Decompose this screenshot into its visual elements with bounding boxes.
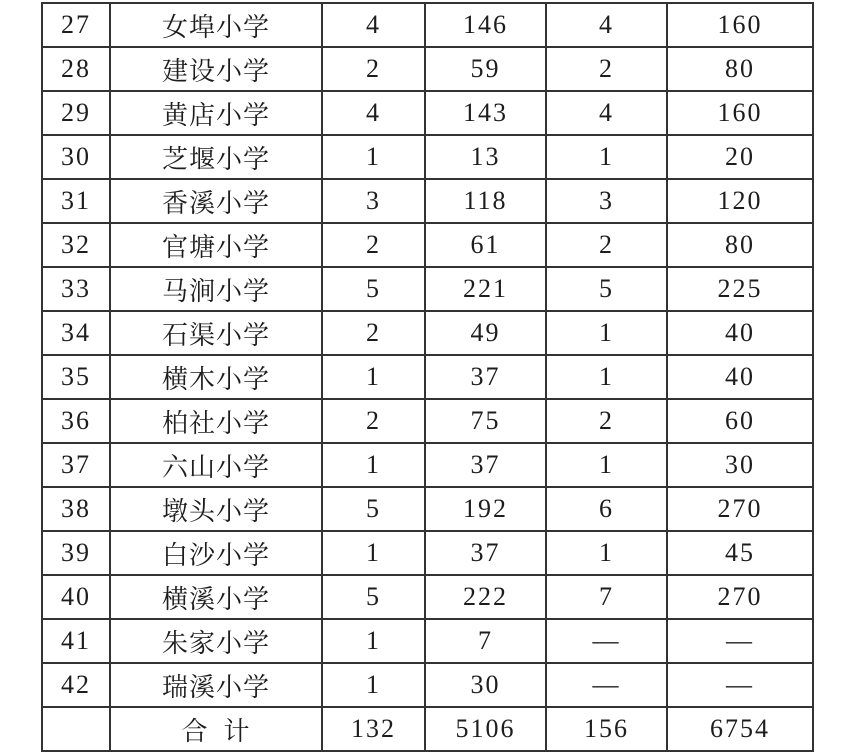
value-cell: 1 [546, 311, 667, 355]
row-number-cell: 29 [42, 91, 110, 135]
school-name-cell: 马涧小学 [110, 267, 322, 311]
value-cell: 5 [322, 575, 425, 619]
value-cell: 4 [546, 3, 667, 47]
value-cell: 118 [425, 179, 546, 223]
school-name-cell: 横溪小学 [110, 575, 322, 619]
row-number-cell: 42 [42, 663, 110, 707]
row-number-cell [42, 707, 110, 751]
value-cell: — [546, 663, 667, 707]
value-cell: 80 [667, 47, 813, 91]
value-cell: — [667, 663, 813, 707]
value-cell: 222 [425, 575, 546, 619]
row-number-cell: 31 [42, 179, 110, 223]
school-name-cell: 黄店小学 [110, 91, 322, 135]
value-cell: 120 [667, 179, 813, 223]
value-cell: 1 [546, 443, 667, 487]
school-name-cell: 朱家小学 [110, 619, 322, 663]
row-number-cell: 33 [42, 267, 110, 311]
table-row [42, 135, 813, 179]
value-cell: — [667, 619, 813, 663]
row-number-cell: 37 [42, 443, 110, 487]
value-cell: 160 [667, 91, 813, 135]
row-number-cell: 28 [42, 47, 110, 91]
school-stats-table [41, 2, 814, 752]
table-row [42, 47, 813, 91]
value-cell: 20 [667, 135, 813, 179]
row-number-cell: 39 [42, 531, 110, 575]
value-cell: 6 [546, 487, 667, 531]
value-cell: 1 [546, 531, 667, 575]
row-number-cell: 38 [42, 487, 110, 531]
value-cell: 37 [425, 355, 546, 399]
value-cell: 192 [425, 487, 546, 531]
value-cell: 75 [425, 399, 546, 443]
value-cell: 2 [322, 399, 425, 443]
value-cell: 1 [322, 531, 425, 575]
value-cell: 1 [322, 135, 425, 179]
table-row [42, 223, 813, 267]
school-name-cell: 建设小学 [110, 47, 322, 91]
value-cell: 6754 [667, 707, 813, 751]
table-row [42, 311, 813, 355]
table-row [42, 399, 813, 443]
table-row [42, 443, 813, 487]
value-cell: 49 [425, 311, 546, 355]
school-name-cell: 瑞溪小学 [110, 663, 322, 707]
table-row [42, 267, 813, 311]
table-row [42, 179, 813, 223]
value-cell: 40 [667, 355, 813, 399]
total-label-cell: 合 计 [110, 707, 322, 751]
total-row [42, 707, 813, 751]
value-cell: 7 [425, 619, 546, 663]
value-cell: 1 [322, 619, 425, 663]
row-number-cell: 40 [42, 575, 110, 619]
row-number-cell: 35 [42, 355, 110, 399]
value-cell: 13 [425, 135, 546, 179]
value-cell: 1 [322, 663, 425, 707]
value-cell: 1 [546, 135, 667, 179]
row-number-cell: 27 [42, 3, 110, 47]
value-cell: 2 [546, 223, 667, 267]
value-cell: 5 [546, 267, 667, 311]
value-cell: 2 [322, 223, 425, 267]
row-number-cell: 34 [42, 311, 110, 355]
value-cell: 37 [425, 443, 546, 487]
value-cell: 1 [546, 355, 667, 399]
school-name-cell: 石渠小学 [110, 311, 322, 355]
value-cell: 1 [322, 355, 425, 399]
value-cell: 80 [667, 223, 813, 267]
table-row [42, 663, 813, 707]
value-cell: 30 [667, 443, 813, 487]
value-cell: 5 [322, 487, 425, 531]
value-cell: 40 [667, 311, 813, 355]
value-cell: 45 [667, 531, 813, 575]
school-name-cell: 六山小学 [110, 443, 322, 487]
school-name-cell: 墩头小学 [110, 487, 322, 531]
value-cell: 3 [546, 179, 667, 223]
value-cell: 2 [546, 399, 667, 443]
value-cell: 4 [322, 3, 425, 47]
table-row [42, 575, 813, 619]
row-number-cell: 30 [42, 135, 110, 179]
value-cell: 4 [322, 91, 425, 135]
value-cell: 37 [425, 531, 546, 575]
table-row [42, 355, 813, 399]
value-cell: 2 [546, 47, 667, 91]
value-cell: 270 [667, 487, 813, 531]
table-row [42, 3, 813, 47]
school-name-cell: 芝堰小学 [110, 135, 322, 179]
value-cell: 4 [546, 91, 667, 135]
table-row [42, 531, 813, 575]
value-cell: 5 [322, 267, 425, 311]
value-cell: 143 [425, 91, 546, 135]
school-name-cell: 女埠小学 [110, 3, 322, 47]
row-number-cell: 41 [42, 619, 110, 663]
value-cell: 160 [667, 3, 813, 47]
value-cell: 225 [667, 267, 813, 311]
value-cell: 2 [322, 311, 425, 355]
value-cell: 3 [322, 179, 425, 223]
value-cell: 61 [425, 223, 546, 267]
table-row [42, 619, 813, 663]
value-cell: 1 [322, 443, 425, 487]
school-name-cell: 白沙小学 [110, 531, 322, 575]
value-cell: 5106 [425, 707, 546, 751]
value-cell: 2 [322, 47, 425, 91]
value-cell: 221 [425, 267, 546, 311]
school-name-cell: 官塘小学 [110, 223, 322, 267]
school-name-cell: 香溪小学 [110, 179, 322, 223]
table-row [42, 91, 813, 135]
value-cell: 156 [546, 707, 667, 751]
school-name-cell: 柏社小学 [110, 399, 322, 443]
table-container [41, 2, 814, 752]
value-cell: 132 [322, 707, 425, 751]
table-row [42, 487, 813, 531]
value-cell: 60 [667, 399, 813, 443]
value-cell: 270 [667, 575, 813, 619]
school-name-cell: 横木小学 [110, 355, 322, 399]
row-number-cell: 36 [42, 399, 110, 443]
value-cell: — [546, 619, 667, 663]
value-cell: 146 [425, 3, 546, 47]
row-number-cell: 32 [42, 223, 110, 267]
value-cell: 30 [425, 663, 546, 707]
table-body [42, 3, 813, 751]
value-cell: 7 [546, 575, 667, 619]
value-cell: 59 [425, 47, 546, 91]
